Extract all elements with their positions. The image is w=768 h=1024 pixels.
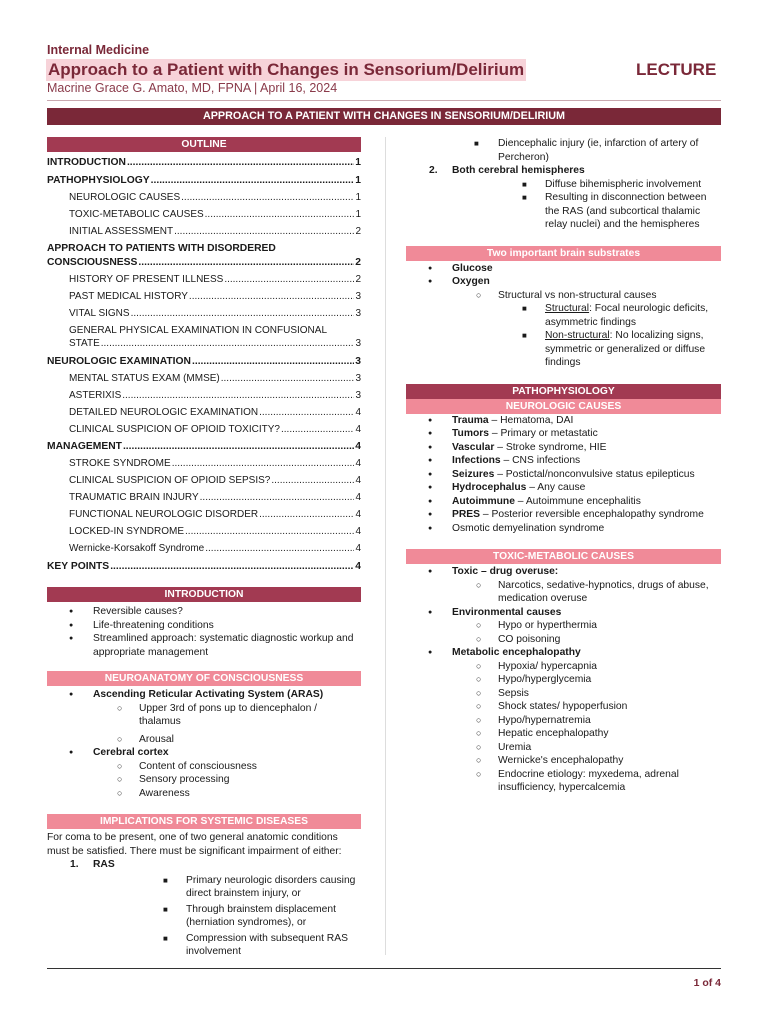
outline-list [47,156,361,573]
list-item: ● Toxic – drug overuse: [406,565,721,579]
list-item: 2. Both cerebral hemispheres [429,165,585,176]
neurologic-causes-heading: NEUROLOGIC CAUSES [406,399,721,414]
substrates-heading: Two important brain substrates [406,246,721,261]
introduction-heading: INTRODUCTION [47,587,361,602]
implications-paragraph: For coma to be present, one of two general anatomic conditions must be satisfied. There must be significant impairment of either: [47,832,342,857]
list-item: ○ Structural vs non-structural causes [406,289,721,303]
toc-row[interactable]: PATHOPHYSIOLOGY ..... 1 [47,174,361,188]
footer-divider [47,968,721,969]
right-column [406,137,721,795]
list-item: ○ Endocrine etiology: myxedema, adrenal insufficiency, hypercalcemia [406,768,721,795]
introduction-list [47,605,361,659]
toc-row[interactable]: NEUROLOGIC CAUSES ..... 1 [47,191,361,205]
toc-row[interactable]: LOCKED-IN SYNDROME ..... 4 [47,525,361,539]
column-divider [385,137,386,955]
implications-heading: IMPLICATIONS FOR SYSTEMIC DISEASES [47,814,361,829]
list-item: ● Osmotic demyelination syndrome [406,522,721,536]
list-item: ■ Through brainstem displacement (herniation syndromes), or [47,903,361,930]
list-item: ■ Primary neurologic disorders causing direct brainstem injury, or [47,874,361,901]
list-item: ● PRES – Posterior reversible encephalopathy syndrome [406,508,721,522]
neuroanatomy-list [47,688,361,800]
toc-row[interactable]: FUNCTIONAL NEUROLOGIC DISORDER ..... 4 [47,508,361,522]
list-item: ● Ascending Reticular Activating System (ARAS) [47,688,361,702]
toxic-metabolic-list [406,565,721,795]
list-item: ■ Structural: Focal neurologic deficits, asymmetric findings [406,302,721,329]
author-line: Macrine Grace G. Amato, MD, FPNA | April 16, 2024 [47,81,338,95]
toc-row[interactable]: HISTORY OF PRESENT ILLNESS ..... 2 [47,273,361,287]
toc-row[interactable]: STROKE SYNDROME ..... 4 [47,457,361,471]
substrates-list [406,262,721,370]
pathophysiology-heading: PATHOPHYSIOLOGY [406,384,721,399]
neuroanatomy-heading: NEUROANATOMY OF CONSCIOUSNESS [47,671,361,686]
list-item: ○ Shock states/ hypoperfusion [406,700,721,714]
toc-row[interactable]: INITIAL ASSESSMENT ..... 2 [47,225,361,239]
list-item: ■ Non-structural: No localizing signs, symmetric or generalized or diffuse findings [406,329,721,370]
toc-row[interactable]: MENTAL STATUS EXAM (MMSE) ..... 3 [47,372,361,386]
list-item: ● Metabolic encephalopathy [406,646,721,660]
toxic-metabolic-heading: TOXIC-METABOLIC CAUSES [406,549,721,564]
list-item: ○ Hypo/hypernatremia [406,714,721,728]
left-column [47,137,361,959]
list-item: ■ Diffuse bihemispheric involvement [406,178,721,192]
toc-row[interactable]: DETAILED NEUROLOGIC EXAMINATION ..... 4 [47,406,361,420]
toc-row[interactable]: INTRODUCTION ..... 1 [47,156,361,170]
list-item: ■ Diencephalic injury (ie, infarction of artery of Percheron) [406,137,721,164]
outline-heading: OUTLINE [47,137,361,152]
list-item: ○ Sepsis [406,687,721,701]
toc-row[interactable]: TOXIC-METABOLIC CAUSES ..... 1 [47,208,361,222]
list-item: ○ Hypo/hyperglycemia [406,673,721,687]
list-item: ● Tumors – Primary or metastatic [406,427,721,441]
list-item: ■ Resulting in disconnection between the RAS (and subcortical thalamic relay nuclei) and the hemispheres [406,191,721,232]
toc-row[interactable]: TRAUMATIC BRAIN INJURY ..... 4 [47,491,361,505]
list-item: ● Trauma – Hematoma, DAI [406,414,721,428]
toc-row[interactable]: VITAL SIGNS ..... 3 [47,307,361,321]
toc-row[interactable]: MANAGEMENT ..... 4 [47,440,361,454]
list-item: ● Seizures – Postictal/nonconvulsive status epilepticus [406,468,721,482]
list-item: ● Streamlined approach: systematic diagnostic workup and appropriate management [47,632,361,659]
toc-row[interactable]: CLINICAL SUSPICION OF OPIOID SEPSIS? ..... 4 [47,474,361,488]
toc-row[interactable]: CLINICAL SUSPICION OF OPIOID TOXICITY? ..... 4 [47,423,361,437]
subject-label: Internal Medicine [47,43,150,57]
list-item: ■ Compression with subsequent RAS involvement [47,932,361,959]
toc-row[interactable]: GENERAL PHYSICAL EXAMINATION IN CONFUSIONAL STATE ..... 3 [47,324,361,351]
list-item: ○ Arousal [47,733,361,747]
toc-row[interactable]: NEUROLOGIC EXAMINATION ..... 3 [47,355,361,369]
toc-row[interactable]: Wernicke-Korsakoff Syndrome ..... 4 [47,542,361,556]
list-item: 1. RAS [70,859,115,870]
main-banner: APPROACH TO A PATIENT WITH CHANGES IN SENSORIUM/DELIRIUM [47,108,721,125]
list-item: ○ Content of consciousness [47,760,361,774]
list-item: ● Life-threatening conditions [47,619,361,633]
list-item: ● Oxygen [406,275,721,289]
list-item: ● Glucose [406,262,721,276]
toc-row[interactable]: PAST MEDICAL HISTORY ..... 3 [47,290,361,304]
document-title: Approach to a Patient with Changes in Sensorium/Delirium [48,60,525,79]
list-item: ● Reversible causes? [47,605,361,619]
list-item: ● Infections – CNS infections [406,454,721,468]
list-item: ○ Upper 3rd of pons up to diencephalon / thalamus [47,702,361,729]
list-item: ○ Uremia [406,741,721,755]
list-item: ○ Narcotics, sedative-hypnotics, drugs of abuse, medication overuse [406,579,721,606]
list-item: ● Vascular – Stroke syndrome, HIE [406,441,721,455]
header-divider [47,100,721,101]
implications-continued [406,137,721,232]
list-item: ● Autoimmune – Autoimmune encephalitis [406,495,721,509]
list-item: ○ Hypoxia/ hypercapnia [406,660,721,674]
page-number: 1 of 4 [693,977,721,989]
list-item: ○ Wernicke's encephalopathy [406,754,721,768]
toc-row[interactable]: KEY POINTS ..... 4 [47,560,361,574]
list-item: ○ Hypo or hyperthermia [406,619,721,633]
list-item: ● Environmental causes [406,606,721,620]
list-item: ○ CO poisoning [406,633,721,647]
list-item: ○ Sensory processing [47,773,361,787]
list-item: ○ Awareness [47,787,361,801]
list-item: ● Cerebral cortex [47,746,361,760]
list-item: ○ Hepatic encephalopathy [406,727,721,741]
document-type: LECTURE [636,60,717,79]
toc-row[interactable]: ASTERIXIS ..... 3 [47,389,361,403]
list-item: ● Hydrocephalus – Any cause [406,481,721,495]
toc-row[interactable]: APPROACH TO PATIENTS WITH DISORDERED CONSCIOUSNESS ..... 2 [47,242,361,269]
implications-list [47,858,361,959]
neurologic-causes-list [406,414,721,536]
